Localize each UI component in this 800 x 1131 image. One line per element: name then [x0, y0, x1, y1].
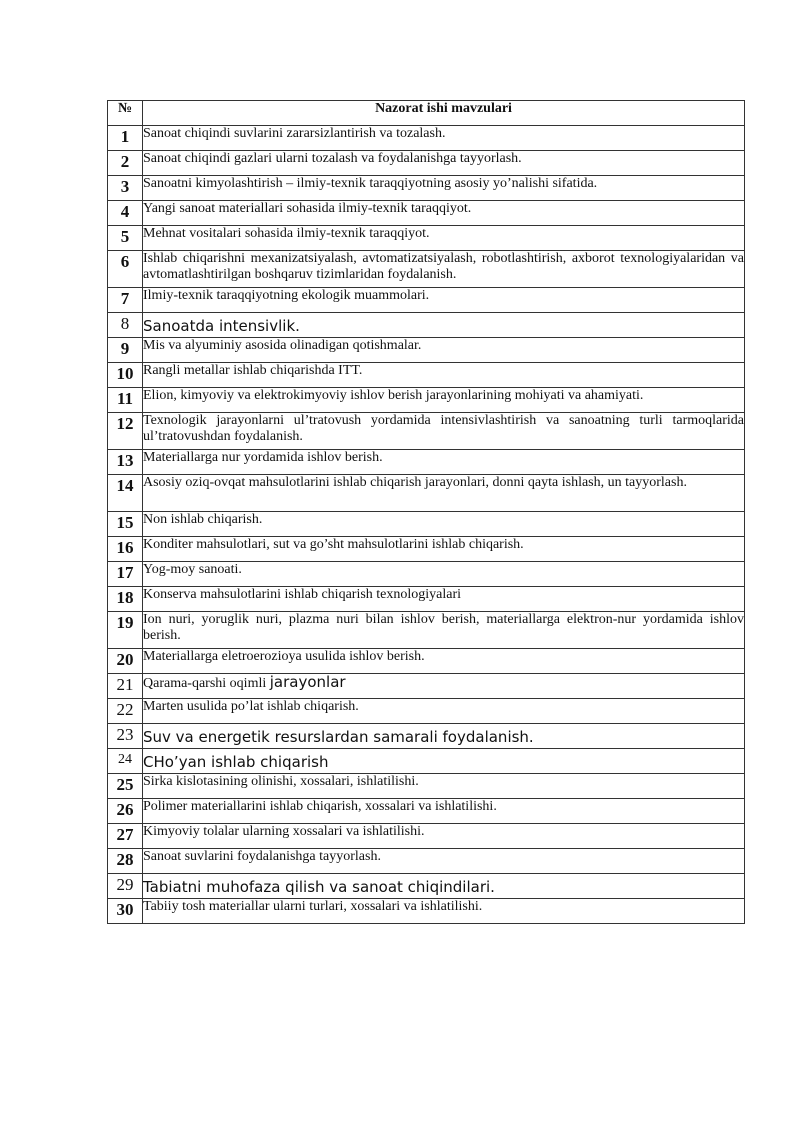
table-row — [108, 450, 745, 475]
topic-text: Mis va alyuminiy asosida olinadigan qotishmalar. — [143, 338, 745, 363]
topic-text: Ishlab chiqarishni mexanizatsiyalash, avtomatizatsiyalash, robotlashtirish, axborot texnologiyalaridan va avtomatlashtirilgan boshqaruv tizimlaridan foydalanish. — [143, 251, 745, 288]
table-row — [108, 824, 745, 849]
row-number: 22 — [108, 699, 143, 724]
table-row — [108, 126, 745, 151]
table-row — [108, 699, 745, 724]
table-row — [108, 413, 745, 450]
row-number: 7 — [108, 288, 143, 313]
table-row — [108, 749, 745, 774]
row-number: 20 — [108, 649, 143, 674]
table-row — [108, 724, 745, 749]
table-row — [108, 176, 745, 201]
row-number: 11 — [108, 388, 143, 413]
table-row — [108, 587, 745, 612]
topic-text: Sanoat chiqindi suvlarini zararsizlantirish va tozalash. — [143, 126, 745, 151]
topic-text: Polimer materiallarini ishlab chiqarish, xossalari va ishlatilishi. — [143, 799, 745, 824]
row-number: 27 — [108, 824, 143, 849]
row-number: 18 — [108, 587, 143, 612]
row-number: 19 — [108, 612, 143, 649]
table-header-row — [108, 101, 745, 126]
topic-text-part: jarayonlar — [269, 673, 346, 691]
topic-text: Materiallarga nur yordamida ishlov berish. — [143, 450, 745, 475]
row-number: 9 — [108, 338, 143, 363]
table-row — [108, 226, 745, 251]
row-number: 1 — [108, 126, 143, 151]
row-number: 26 — [108, 799, 143, 824]
row-number: 16 — [108, 537, 143, 562]
table-row — [108, 612, 745, 649]
table-row — [108, 475, 745, 512]
row-number: 12 — [108, 413, 143, 450]
topic-text: Sirka kislotasining olinishi, xossalari, ishlatilishi. — [143, 774, 745, 799]
topics-column-header: Nazorat ishi mavzulari — [143, 101, 745, 126]
table-row — [108, 537, 745, 562]
row-number: 30 — [108, 899, 143, 924]
table-row — [108, 562, 745, 587]
topic-text: Rangli metallar ishlab chiqarishda ITT. — [143, 363, 745, 388]
topic-text: Marten usulida po’lat ishlab chiqarish. — [143, 699, 745, 724]
table-row — [108, 899, 745, 924]
table-row — [108, 799, 745, 824]
topic-text: Texnologik jarayonlarni ul’tratovush yordamida intensivlashtirish va sanoatning turli tarmoqlarida ul’tratovushdan foydalanish. — [143, 413, 745, 450]
table-row — [108, 201, 745, 226]
topic-text: Sanoat chiqindi gazlari ularni tozalash va foydalanishga tayyorlash. — [143, 151, 745, 176]
row-number: 28 — [108, 849, 143, 874]
table-row — [108, 313, 745, 338]
row-number: 2 — [108, 151, 143, 176]
topic-text: Non ishlab chiqarish. — [143, 512, 745, 537]
row-number: 13 — [108, 450, 143, 475]
row-number: 29 — [108, 874, 143, 899]
table-row — [108, 151, 745, 176]
table-row — [108, 363, 745, 388]
table-row — [108, 649, 745, 674]
topic-text-part: Qarama-qarshi oqimli — [143, 676, 270, 691]
row-number: 10 — [108, 363, 143, 388]
topic-text: Asosiy oziq-ovqat mahsulotlarini ishlab chiqarish jarayonlari, donni qayta ishlash, un tayyorlash. — [143, 475, 745, 512]
topic-text: Sanoat suvlarini foydalanishga tayyorlash. — [143, 849, 745, 874]
topic-text: Tabiatni muhofaza qilish va sanoat chiqindilari. — [143, 874, 745, 899]
row-number: 15 — [108, 512, 143, 537]
topic-text — [143, 674, 745, 699]
table-row — [108, 251, 745, 288]
row-number: 3 — [108, 176, 143, 201]
row-number: 17 — [108, 562, 143, 587]
topic-text: Mehnat vositalari sohasida ilmiy-texnik taraqqiyot. — [143, 226, 745, 251]
table-row — [108, 512, 745, 537]
topics-table — [107, 100, 745, 924]
row-number: 23 — [108, 724, 143, 749]
table-row — [108, 674, 745, 699]
table-row — [108, 874, 745, 899]
row-number: 5 — [108, 226, 143, 251]
table-row — [108, 774, 745, 799]
table-row — [108, 388, 745, 413]
topic-text: Sanoatda intensivlik. — [143, 313, 745, 338]
topic-text: Kimyoviy tolalar ularning xossalari va ishlatilishi. — [143, 824, 745, 849]
table-row — [108, 338, 745, 363]
topic-text: Ion nuri, yoruglik nuri, plazma nuri bilan ishlov berish, materiallarga elektron-nur yordamida ishlov berish. — [143, 612, 745, 649]
topic-text: Konserva mahsulotlarini ishlab chiqarish texnologiyalari — [143, 587, 745, 612]
row-number: 8 — [108, 313, 143, 338]
table-row — [108, 288, 745, 313]
topic-text: Sanoatni kimyolashtirish – ilmiy-texnik taraqqiyotning asosiy yo’nalishi sifatida. — [143, 176, 745, 201]
table-row — [108, 849, 745, 874]
number-column-header: № — [108, 101, 143, 126]
topic-text: Ilmiy-texnik taraqqiyotning ekologik muammolari. — [143, 288, 745, 313]
row-number: 6 — [108, 251, 143, 288]
topic-text: Elion, kimyoviy va elektrokimyoviy ishlov berish jarayonlarining mohiyati va ahamiyati. — [143, 388, 745, 413]
topic-text: Yog-moy sanoati. — [143, 562, 745, 587]
row-number: 24 — [108, 749, 143, 774]
topic-text: CHo’yan ishlab chiqarish — [143, 749, 745, 774]
topic-text: Tabiiy tosh materiallar ularni turlari, xossalari va ishlatilishi. — [143, 899, 745, 924]
row-number: 25 — [108, 774, 143, 799]
topic-text: Yangi sanoat materiallari sohasida ilmiy-texnik taraqqiyot. — [143, 201, 745, 226]
topic-text: Materiallarga eletroerozioya usulida ishlov berish. — [143, 649, 745, 674]
topic-text: Konditer mahsulotlari, sut va go’sht mahsulotlarini ishlab chiqarish. — [143, 537, 745, 562]
row-number: 21 — [108, 674, 143, 699]
row-number: 4 — [108, 201, 143, 226]
row-number: 14 — [108, 475, 143, 512]
topic-text: Suv va energetik resurslardan samarali foydalanish. — [143, 724, 745, 749]
